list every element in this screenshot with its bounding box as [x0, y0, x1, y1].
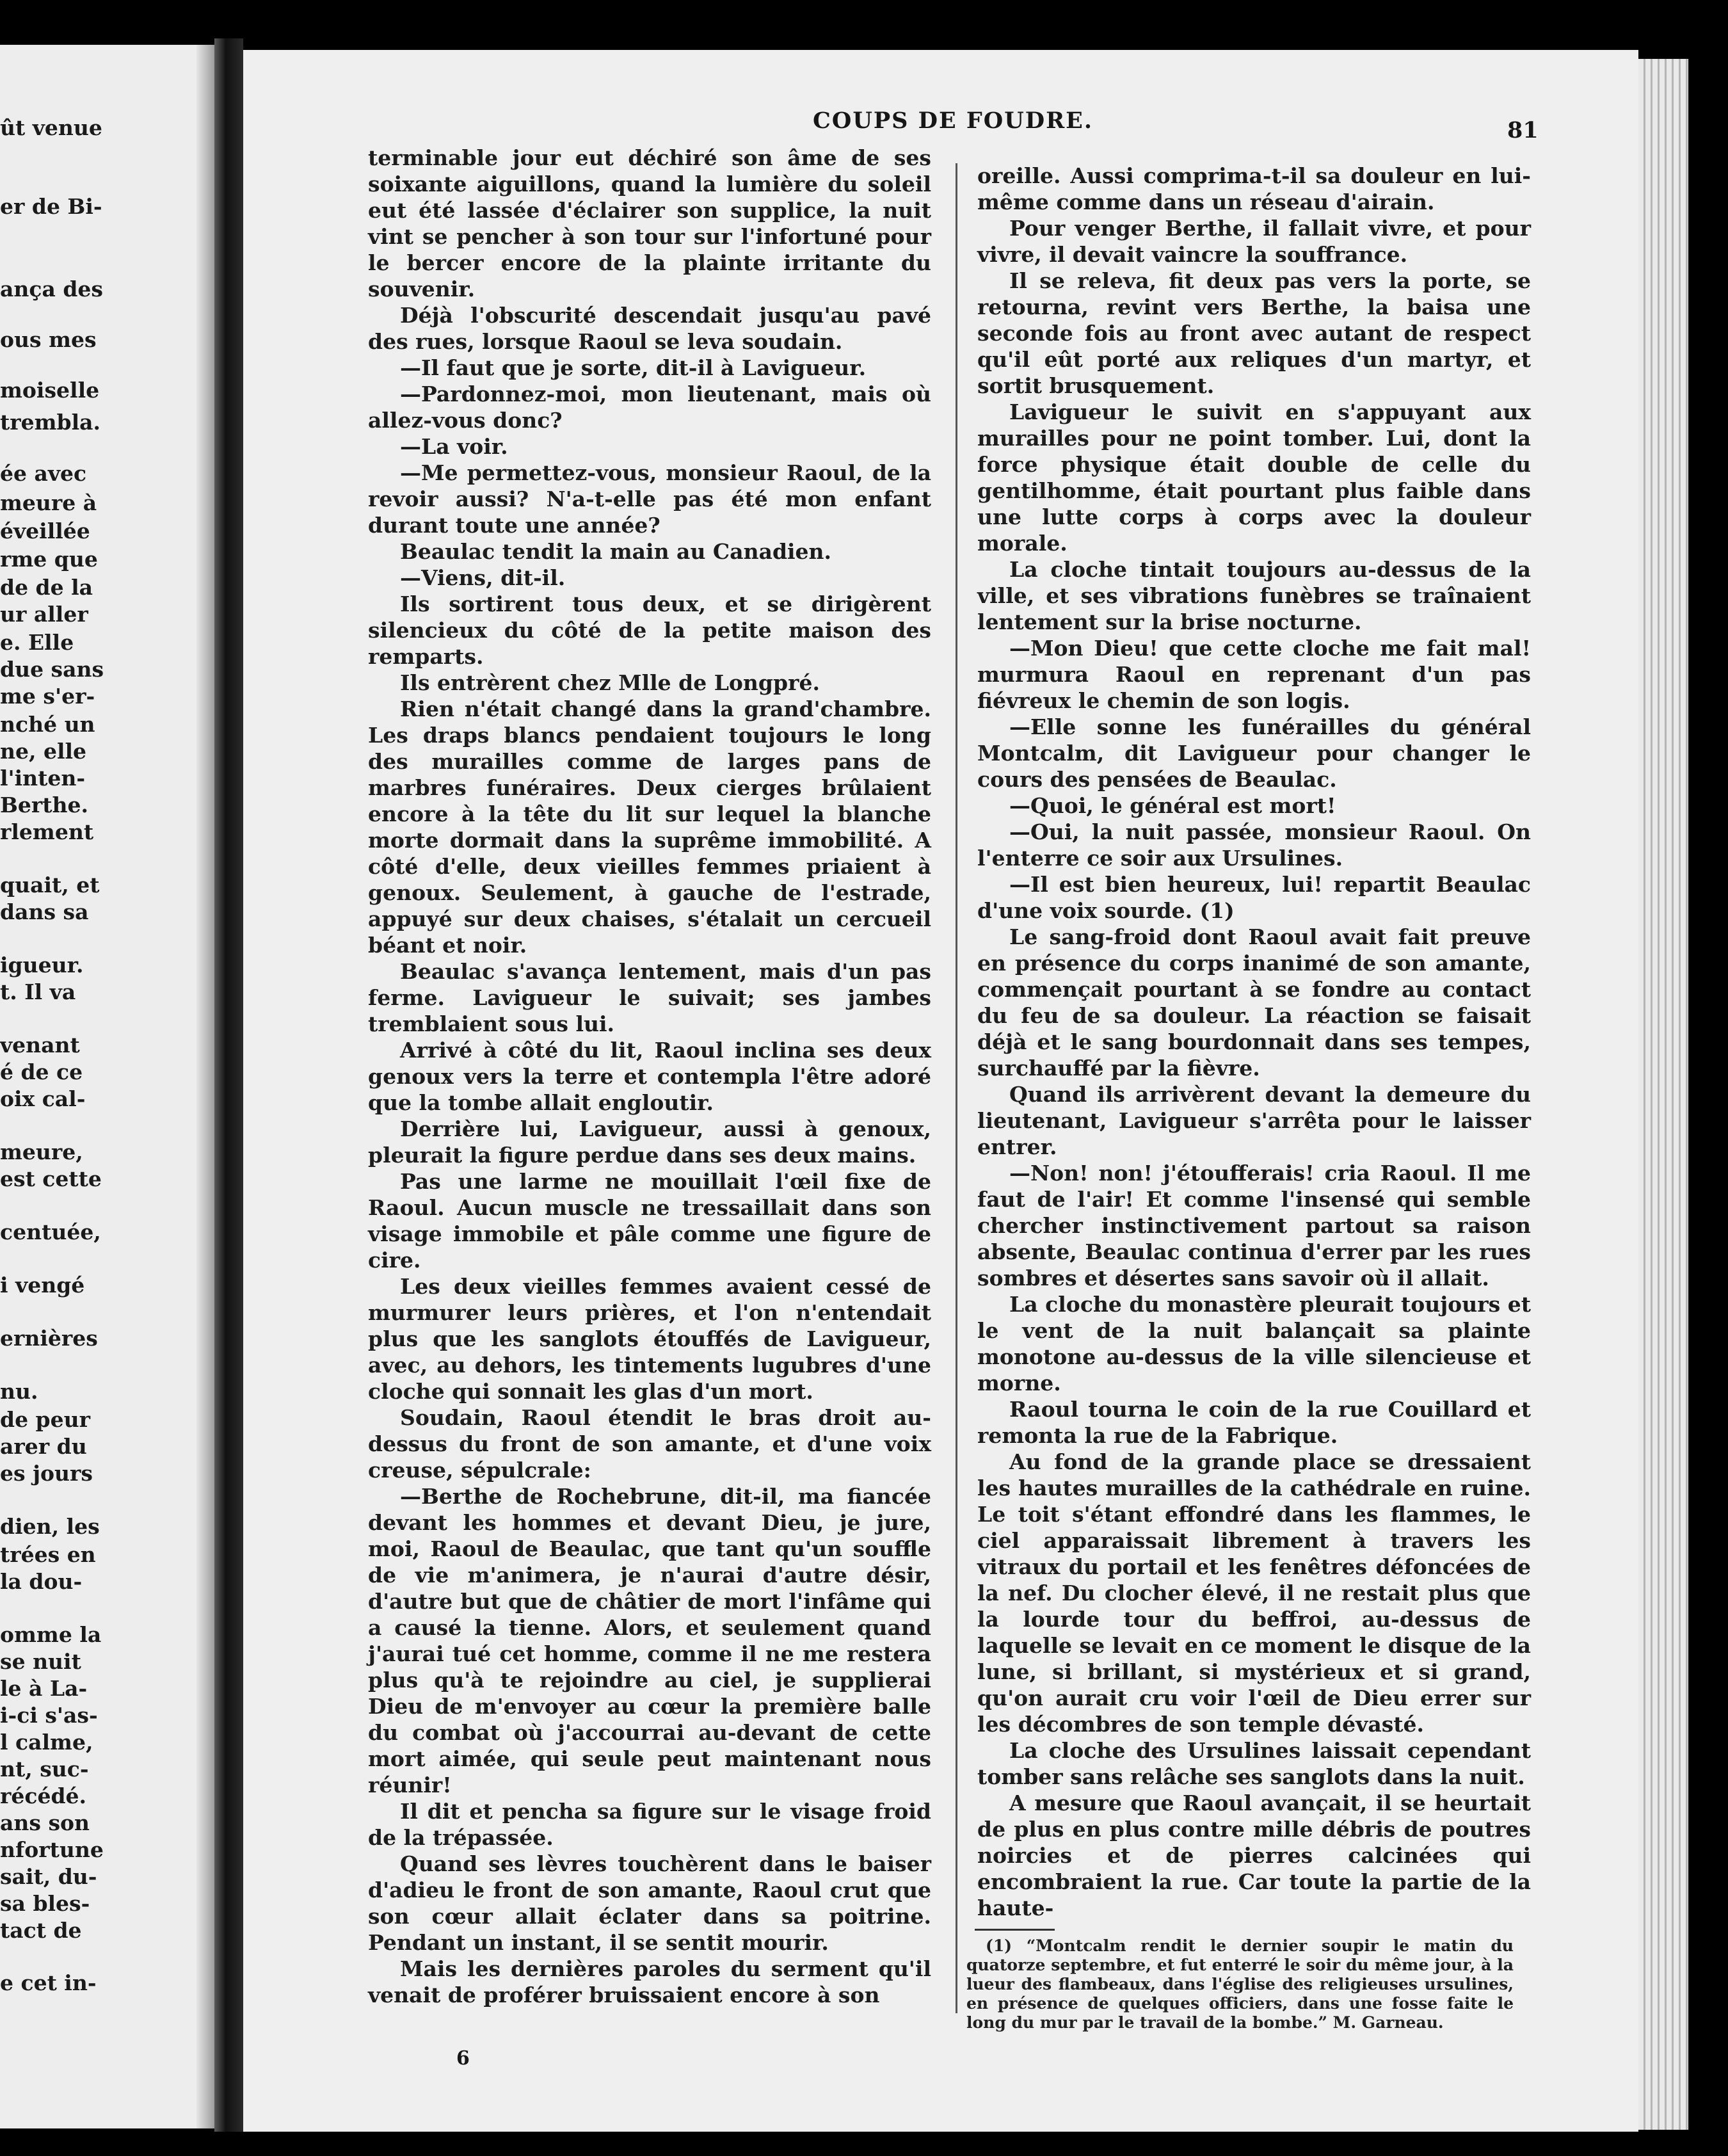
paragraph: Au fond de la grande place se dressaient les hautes murailles de la cathédrale en ruine. Le toit s'étant effondré dans les flammes, le ciel apparaissait librement à travers les vitraux du portail et les fenêtres défoncées de la nef. Du clocher élevé, il ne restait plus que la lourde tour du beffroi, au-dessus de laquelle se levait en ce moment le disque de la lune, si brillant, si mystérieux et si grand, qu'on aurait cru voir l'œil de Dieu errer sur les décombres de son temple dévasté. — [977, 1449, 1531, 1737]
paragraph: Quand ses lèvres touchèrent dans le baiser d'adieu le front de son amante, Raoul crut que son cœur allait éclater dans sa poitrine. Pendant un instant, il se sentit mourir. — [368, 1851, 931, 1955]
previous-page-line: éveillée — [0, 519, 90, 543]
previous-page-line: sait, du- — [0, 1864, 97, 1889]
paragraph: A mesure que Raoul avançait, il se heurtait de plus en plus contre mille débris de poutres noircies et de pierres calcinées qui encombraient la rue. Car toute la partie de la haute- — [977, 1790, 1531, 1920]
previous-page-line: t. Il va — [0, 979, 76, 1004]
paragraph: terminable jour eut déchiré son âme de ses soixante aiguillons, quand la lumière du soleil eut été lassée d'éclairer son supplice, la nuit vint se pencher à son tour sur l'infortuné pour le bercer encore de la plainte irritante du souvenir. — [368, 145, 931, 302]
previous-page-line: e. Elle — [0, 630, 74, 655]
previous-page-line: omme la — [0, 1622, 102, 1647]
page-edges — [1638, 59, 1688, 2130]
previous-page-line: meure, — [0, 1139, 83, 1164]
running-title: COUPS DE FOUDRE. — [813, 108, 1094, 134]
paragraph: —Quoi, le général est mort! — [1009, 793, 1336, 818]
paragraph: —Oui, la nuit passée, monsieur Raoul. On l'enterre ce soir aux Ursulines. — [977, 819, 1531, 871]
paragraph: Derrière lui, Lavigueur, aussi à genoux, pleurait la figure perdue dans ses deux mains. — [368, 1116, 931, 1168]
paragraph: Lavigueur le suivit en s'appuyant aux murailles pour ne point tomber. Lui, dont la force physique était double de celle du gentilhomme, était pourtant plus faible dans une lutte corps à corps avec la douleur morale. — [977, 399, 1531, 556]
previous-page-line: rlement — [0, 819, 94, 844]
paragraph: —Elle sonne les funérailles du général Montcalm, dit Lavigueur pour changer le cours des pensées de Beaulac. — [977, 714, 1531, 792]
previous-page-line: nt, suc- — [0, 1757, 89, 1782]
footnote — [966, 1936, 1514, 2032]
column-divider — [956, 163, 957, 2013]
paragraph: Arrivé à côté du lit, Raoul inclina ses deux genoux vers la terre et contempla l'être adoré que la tombe allait engloutir. — [368, 1038, 931, 1115]
previous-page-line: nché un — [0, 712, 95, 737]
previous-page-line: ne, elle — [0, 739, 87, 764]
previous-page-line: er de Bi- — [0, 194, 102, 219]
paragraph: La cloche tintait toujours au-dessus de la ville, et ses vibrations funèbres se traînaient lentement sur la brise nocturne. — [977, 557, 1531, 634]
footnote-rule — [975, 1929, 1055, 1931]
previous-page-line: dien, les — [0, 1514, 100, 1539]
previous-page-line: ous mes — [0, 327, 97, 352]
previous-page-line: se nuit — [0, 1649, 81, 1674]
paragraph: —Mon Dieu! que cette cloche me fait mal! murmura Raoul en reprenant d'un pas fiévreux le chemin de son logis. — [977, 636, 1531, 713]
paragraph: Mais les dernières paroles du serment qu'il venait de proférer bruissaient encore à son — [368, 1956, 931, 2007]
book-spine — [214, 38, 243, 2132]
previous-page-line: de peur — [0, 1407, 91, 1432]
paragraph: Quand ils arrivèrent devant la demeure du lieutenant, Lavigueur s'arrêta pour le laisser entrer. — [977, 1082, 1531, 1159]
paragraph: —Berthe de Rochebrune, dit-il, ma fiancée devant les hommes et devant Dieu, je jure, moi, Raoul de Beaulac, que tant qu'un souffle de vie m'animera, je n'aurai d'autre désir, d'autre but que de châtier de mort l'infâme qui a causé la tienne. Alors, et seulement quand j'aurai tué cet homme, comme il ne me restera plus qu'à te rejoindre au ciel, je supplierai Dieu de m'envoyer au cœur la première balle du combat où j'accourrai au-devant de cette mort aimée, qui seule peut maintenant nous réunir! — [368, 1484, 931, 1798]
paragraph: —Il est bien heureux, lui! repartit Beaulac d'une voix sourde. (1) — [977, 872, 1531, 923]
previous-page-line: venant — [0, 1033, 80, 1058]
paragraph: La cloche du monastère pleurait toujours et le vent de la nuit balançait sa plainte monotone au-dessus de la ville silencieuse et morne. — [977, 1292, 1531, 1396]
paragraph: Il se releva, fit deux pas vers la porte, se retourna, revint vers Berthe, la baisa une seconde fois au front avec autant de respect qu'il eût porté aux reliques d'un martyr, et sortit brusquement. — [977, 268, 1531, 398]
previous-page-line: de de la — [0, 575, 93, 600]
previous-page-line: quait, et — [0, 873, 100, 897]
previous-page-line: me s'er- — [0, 684, 95, 709]
previous-page-line: l calme, — [0, 1730, 93, 1755]
previous-page-line: moiselle — [0, 378, 100, 403]
paragraph: Pas une larme ne mouillait l'œil fixe de Raoul. Aucun muscle ne tressaillait dans son visage immobile et pâle comme une figure de cire. — [368, 1169, 931, 1273]
signature-mark: 6 — [456, 2047, 470, 2070]
page-number: 81 — [1507, 117, 1539, 143]
previous-page-line: ée avec — [0, 461, 87, 486]
previous-page-line: arer du — [0, 1434, 87, 1459]
paragraph: —Pardonnez-moi, mon lieutenant, mais où allez-vous donc? — [368, 382, 931, 433]
paragraph: Raoul tourna le coin de la rue Couillard et remonta la rue de la Fabrique. — [977, 1397, 1531, 1448]
paragraph: —Me permettez-vous, monsieur Raoul, de la revoir aussi? N'a-t-elle pas été mon enfant durant toute une année? — [368, 460, 931, 538]
paragraph: oreille. Aussi comprima-t-il sa douleur en lui-même comme dans un réseau d'airain. — [977, 163, 1531, 214]
previous-page-line: ur aller — [0, 602, 88, 627]
paragraph: La cloche des Ursulines laissait cependant tomber sans relâche ses sanglots dans la nuit. — [977, 1738, 1531, 1789]
footnote-text: (1) “Montcalm rendit le dernier soupir le matin du quatorze septembre, et fut enterré le soir du même jour, à la lueur des flambeaux, dans l'église des religieuses ursulines, en présence de quelques officiers, dans une fosse faite le long du mur par le travail de la bombe.” M. Garneau. — [966, 1936, 1514, 2032]
previous-page-line: e cet in- — [0, 1970, 97, 1995]
previous-page-line: nu. — [0, 1379, 38, 1404]
previous-page-line: ût venue — [0, 115, 102, 140]
previous-page-line: centuée, — [0, 1219, 101, 1244]
paragraph: Rien n'était changé dans la grand'chambre. Les draps blancs pendaient toujours le long des murailles comme de larges pans de marbres funéraires. Deux cierges brûlaient encore à la tête du lit sur lequel la blanche morte dormait dans la suprême immobilité. A côté d'elle, deux vieilles femmes priaient à genoux. Seulement, à gauche de l'estrade, appuyé sur deux chaises, s'étalait un cercueil béant et noir. — [368, 696, 931, 958]
previous-page-line: sa bles- — [0, 1891, 90, 1916]
paragraph: Les deux vieilles femmes avaient cessé de murmurer leurs prières, et l'on n'entendait plus que les sanglots étouffés de Lavigueur, avec, au dehors, les tintements lugubres d'une cloche qui sonnait les glas d'un mort. — [368, 1274, 931, 1404]
previous-page-line: la dou- — [0, 1569, 83, 1594]
paragraph: Beaulac tendit la main au Canadien. — [400, 539, 832, 564]
previous-page-line: due sans — [0, 657, 104, 682]
paragraph: Soudain, Raoul étendit le bras droit au-dessus du front de son amante, et d'une voix creuse, sépulcrale: — [368, 1405, 931, 1483]
previous-page-line: nfortune — [0, 1837, 104, 1862]
paragraph: —Viens, dit-il. — [400, 565, 566, 590]
previous-page — [0, 45, 214, 2128]
text-column-right — [977, 163, 1531, 1921]
previous-page-line: trembla. — [0, 410, 101, 435]
previous-page-line: le à La- — [0, 1676, 88, 1701]
previous-page-line: dans sa — [0, 899, 89, 924]
previous-page-line: ernières — [0, 1326, 98, 1351]
page-gutter-shadow — [196, 45, 214, 2128]
previous-page-line: i vengé — [0, 1273, 85, 1298]
paragraph: Le sang-froid dont Raoul avait fait preuve en présence du corps inanimé de son amante, commençait pourtant à se fondre au contact du feu de sa douleur. La réaction se faisait déjà et le sang bourdonnait dans ses tempes, surchauffé par la fièvre. — [977, 924, 1531, 1081]
paragraph: Il dit et pencha sa figure sur le visage froid de la trépassée. — [368, 1799, 931, 1850]
previous-page-line: rme que — [0, 547, 98, 572]
paragraph: Ils sortirent tous deux, et se dirigèrent silencieux du côté de la petite maison des remparts. — [368, 591, 931, 669]
previous-page-line: ans son — [0, 1810, 90, 1835]
previous-page-line: Berthe. — [0, 792, 88, 817]
paragraph: —Non! non! j'étoufferais! cria Raoul. Il me faut de l'air! Et comme l'insensé qui semble chercher instinctivement partout sa raison absente, Beaulac continua d'errer par les rues sombres et désertes sans savoir où il allait. — [977, 1161, 1531, 1291]
previous-page-line: tact de — [0, 1918, 82, 1943]
previous-page-line: i-ci s'as- — [0, 1703, 98, 1728]
previous-page-line: récédé. — [0, 1783, 87, 1808]
previous-page-line: meure à — [0, 490, 97, 515]
paragraph: —La voir. — [400, 434, 508, 459]
previous-page-line: ança des — [0, 277, 103, 302]
previous-page-line: l'inten- — [0, 766, 86, 791]
text-column-left — [368, 145, 931, 2008]
paragraph: Pour venger Berthe, il fallait vivre, et pour vivre, il devait vaincre la souffrance. — [977, 216, 1531, 267]
previous-page-line: trées en — [0, 1542, 96, 1567]
previous-page-line: est cette — [0, 1166, 102, 1191]
previous-page-line: é de ce — [0, 1059, 83, 1084]
paragraph: Déjà l'obscurité descendait jusqu'au pavé des rues, lorsque Raoul se leva soudain. — [368, 303, 931, 354]
paragraph: —Il faut que je sorte, dit-il à Lavigueur. — [400, 355, 867, 380]
paragraph: Beaulac s'avança lentement, mais d'un pas ferme. Lavigueur le suivait; ses jambes tremblaient sous lui. — [368, 959, 931, 1036]
previous-page-line: es jours — [0, 1461, 93, 1486]
paragraph: Ils entrèrent chez Mlle de Longpré. — [400, 670, 820, 695]
previous-page-line: oix cal- — [0, 1086, 86, 1111]
previous-page-line: igueur. — [0, 953, 84, 977]
